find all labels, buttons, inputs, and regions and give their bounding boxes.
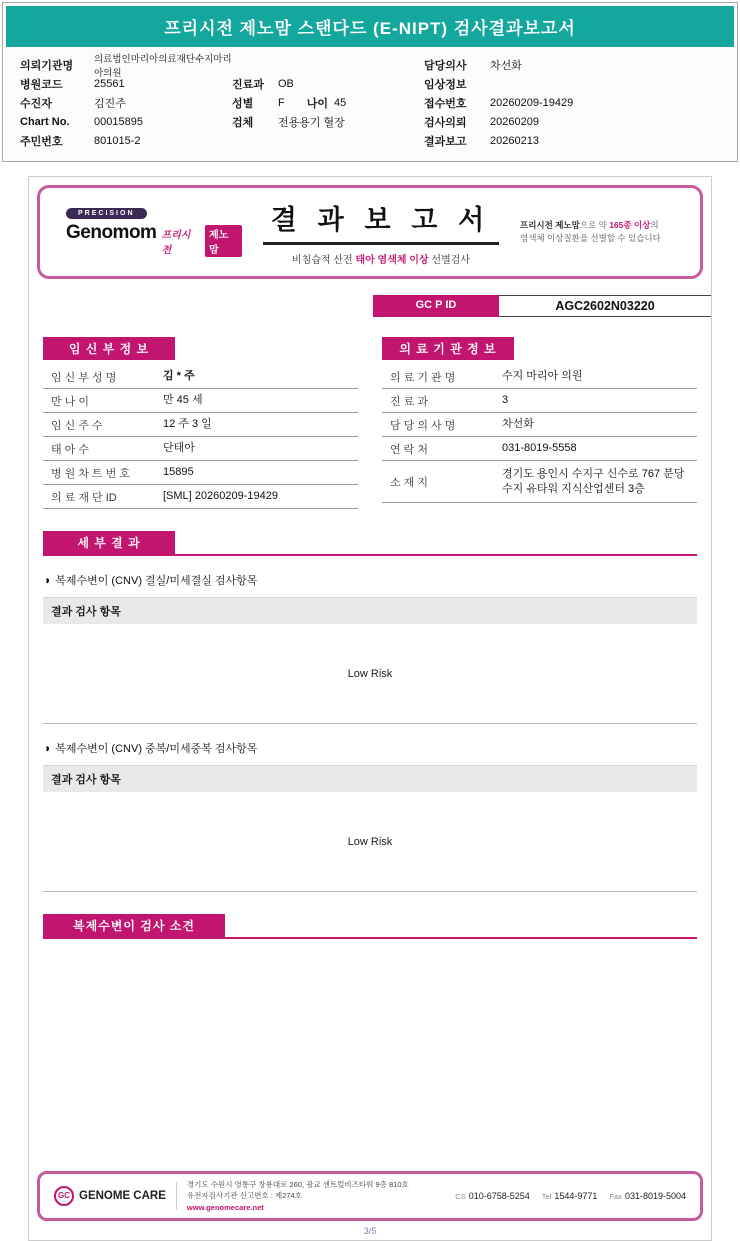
mother-info-title: 임 신 부 정 보 [43,337,175,360]
requester-row [20,53,232,79]
note-mid: 으로 약 [579,219,610,230]
subtitle-prefix: 비침습적 산전 [291,255,356,266]
detail-section-header [43,531,697,556]
cnv-duplication-heading [43,740,697,756]
report-date-value: 20260213 [490,134,539,147]
department-row [232,74,424,93]
hospital-code-label: 병원코드 [20,78,63,91]
table-row [382,413,697,437]
cnv-deletion-result: Low Risk [43,624,697,724]
department-label: 진료과 [232,78,264,91]
order-info-col-middle [232,55,424,150]
row-label: 진 료 과 [390,395,428,408]
clinic-info-table [382,337,697,509]
table-row [43,389,358,413]
department-value: OB [278,77,294,90]
half-circle-icon: ◑ [43,573,51,587]
row-label: 소 재 지 [390,476,428,489]
patient-row [20,93,232,112]
report-subtitle [242,251,520,266]
detail-section-title: 세 부 결 과 [43,531,175,554]
table-row [382,389,697,413]
genomecare-logo-text: GENOME CARE [79,1189,166,1202]
fax-label: Fax [609,1191,622,1201]
row-label: 의 료 기 관 명 [390,371,456,384]
footer-divider [176,1182,177,1210]
age-label: 나이 [306,97,328,110]
cnv-duplication-heading-text: 복제수변이 (CNV) 중복/미세중복 검사항목 [55,743,258,755]
row-value: 김 * 주 [163,370,195,383]
table-row [43,461,358,485]
rrn-row [20,131,232,150]
chart-no-value: 00015895 [94,115,143,128]
genomecare-logo-icon: GC [54,1186,74,1206]
opinion-empty-area [29,939,711,1161]
brand-sub-genomom: 제노맘 [205,225,242,257]
receipt-no-row [424,93,726,112]
specimen-row [232,112,424,131]
opinion-section-title: 복제수변이 검사 소견 [43,914,225,937]
report-note [520,219,688,245]
row-value: 경기도 용인시 수지구 신수로 767 분당 수지 유타워 지식산업센터 3층 [502,467,685,495]
order-summary-panel [2,2,738,162]
brand-line [66,222,242,257]
cs-contact [455,1191,529,1201]
mother-info-table [43,337,358,509]
cnv-deletion-heading [43,572,697,588]
row-value: 15895 [163,466,194,479]
doctor-row [424,55,726,74]
hospital-code-value: 25561 [94,77,125,90]
row-value: 수지 마리아 의원 [502,370,583,383]
requester-value: 의료법인마리아의료재단수지마리아의원 [94,53,232,79]
precision-badge: PRECISION [66,208,147,219]
empty-row [232,131,424,150]
opinion-section-header [43,914,697,939]
result-column-header: 결과 검사 항목 [43,597,697,624]
clinical-info-label: 임상정보 [424,78,467,91]
request-date-label: 검사의뢰 [424,116,467,129]
row-label: 담 당 의 사 명 [390,419,456,432]
brand-sub-precision: 프리시전 [161,229,191,256]
clinic-info-title: 의 료 기 관 정 보 [382,337,514,360]
row-label: 만 나 이 [51,395,89,408]
tel-contact [542,1191,598,1201]
cnv-duplication-result: Low Risk [43,792,697,892]
sex-label: 성별 [232,97,254,110]
gcpid-row [29,295,711,317]
patient-label: 수진자 [20,97,52,110]
row-value: 차선화 [502,418,534,431]
table-row [43,413,358,437]
table-row [43,365,358,389]
subtitle-highlight: 태아 염색체 이상 [355,255,429,266]
genomecare-logo [54,1186,166,1206]
request-date-row [424,112,726,131]
row-value: 단태아 [163,442,195,455]
row-label: 병 원 차 트 번 호 [51,467,131,480]
fax-contact [609,1191,686,1201]
receipt-no-label: 접수번호 [424,97,467,110]
note-brand: 프리시전 제노맘 [520,219,580,230]
genomom-logo [52,208,242,257]
note-tail: 의 [650,219,659,230]
table-row [382,461,697,503]
report-title-box [37,185,703,279]
report-title: 결 과 보 고 서 [263,198,499,245]
page-title: 프리시전 제노맘 스탠다드 (E-NIPT) 검사결과보고서 [6,6,734,47]
specimen-label: 검체 [232,116,254,129]
report-document [28,176,712,1241]
footer-box [37,1171,703,1221]
request-date-value: 20260209 [490,115,539,128]
cnv-deletion-heading-text: 복제수변이 (CNV) 결실/미세결실 검사항목 [55,575,258,587]
cs-number: 010-6758-5254 [468,1190,530,1201]
rrn-value: 801015-2 [94,134,141,147]
page-number: 3/5 [363,1225,377,1236]
tel-label: Tel [541,1191,552,1201]
footer-address-line2: 유전자검사기관 신고번호 : 제274호 [186,1191,302,1201]
table-row [43,437,358,461]
tel-number: 1544-9771 [554,1190,598,1201]
empty-row [232,55,424,74]
sex-value: F [278,96,285,109]
row-value: 3 [502,394,509,407]
info-tables [43,337,697,509]
row-value: 만 45 세 [163,394,203,407]
row-label: 임 신 부 성 명 [51,371,117,384]
gcpid-value: AGC2602N03220 [499,295,711,317]
row-label: 의 료 재 단 ID [51,491,117,504]
patient-value: 김진주 [94,97,126,110]
fax-number: 031-8019-5004 [624,1190,686,1201]
subtitle-suffix: 선별검사 [428,255,471,266]
row-value: 031-8019-5558 [502,442,577,455]
order-info-grid [6,47,734,158]
age-value: 45 [334,96,347,109]
note-line2: 염색체 이상질환을 선별할 수 있습니다 [520,233,661,243]
table-row [43,485,358,509]
order-info-col-left [20,55,232,150]
chart-no-label: Chart No. [20,115,70,128]
website-link[interactable]: www.genomecare.net [186,1202,264,1212]
requester-label: 의뢰기관명 [20,59,74,72]
doctor-value: 차선화 [490,59,522,72]
cs-label: CS [455,1191,466,1201]
row-value: [SML] 20260209-19429 [163,490,278,503]
row-label: 연 락 처 [390,443,428,456]
row-label: 임 신 주 수 [51,419,103,432]
report-date-row [424,131,726,150]
sex-age-row [232,93,424,112]
gcpid-label: GC P ID [373,295,499,317]
specimen-value: 전용용기 혈장 [278,116,345,129]
clinical-info-row [424,74,726,93]
receipt-no-value: 20260209-19429 [490,96,574,109]
row-value: 12 주 3 일 [163,418,212,431]
note-highlight: 165종 이상 [609,219,651,230]
chart-no-row [20,112,232,131]
rrn-label: 주민번호 [20,135,63,148]
report-title-block [242,198,520,266]
footer-address-line1: 경기도 수원시 영통구 창룡대로 260, 광교 센트럴비즈타워 9층 810호 [186,1180,409,1189]
table-row [382,437,697,461]
result-column-header: 결과 검사 항목 [43,765,697,792]
half-circle-icon: ◑ [43,741,51,755]
row-label: 태 아 수 [51,443,89,456]
table-row [382,365,697,389]
doctor-label: 담당의사 [424,59,467,72]
footer-contacts [455,1191,686,1201]
brand-name: Genomom [66,221,157,243]
order-info-col-right [424,55,726,150]
report-date-label: 결과보고 [424,135,467,148]
